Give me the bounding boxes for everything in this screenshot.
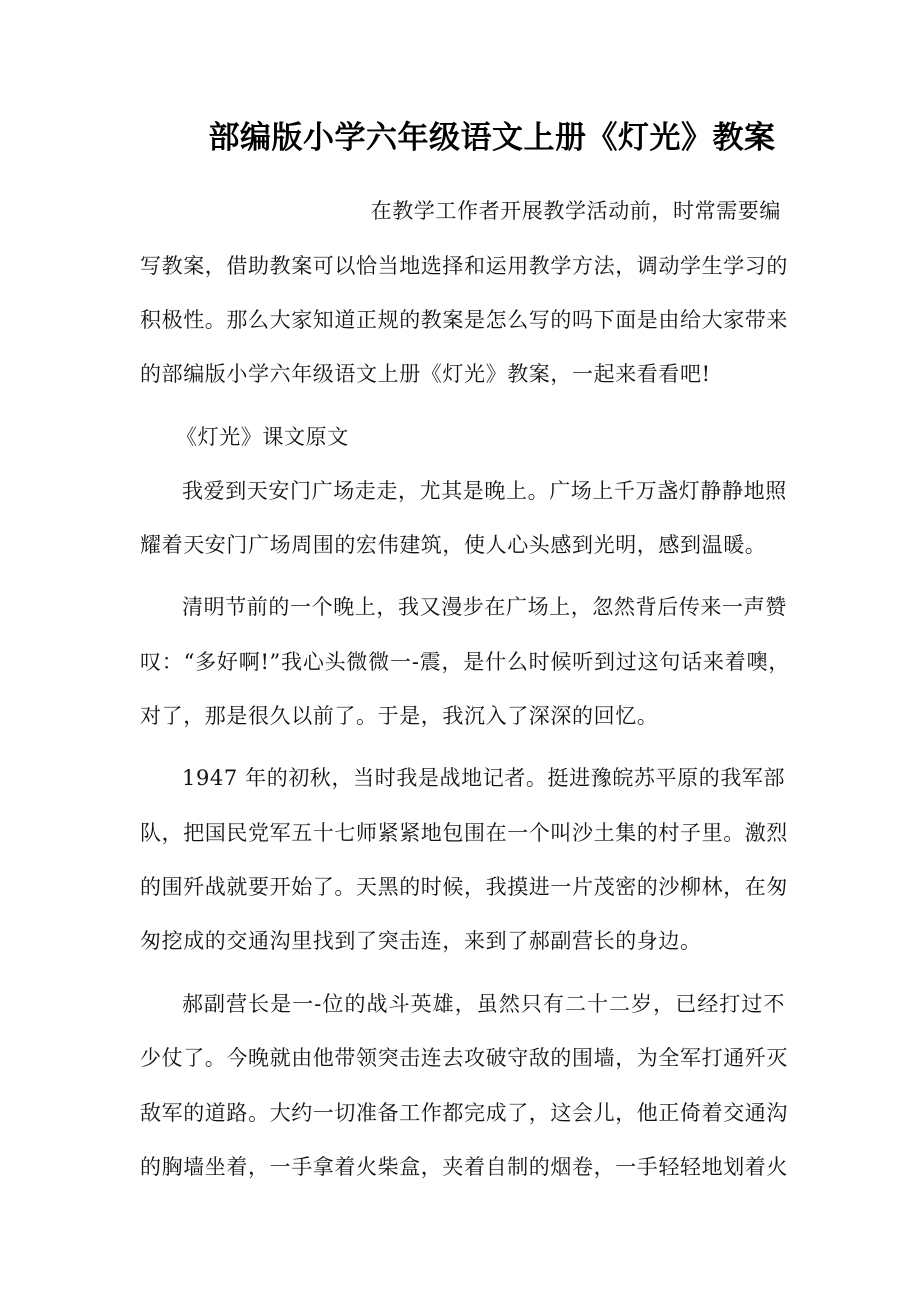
paragraph-line: 的部编版小学六年级语文上册《灯光》教案，一起来看看吧! xyxy=(140,362,711,386)
section-heading: 《灯光》课文原文 xyxy=(176,425,349,449)
paragraph-line: 的围歼战就要开始了。天黑的时候，我摸进一片茂密的沙柳林，在匆 xyxy=(140,875,788,899)
paragraph-line: 1947 年的初秋，当时我是战地记者。挺进豫皖苏平原的我军部 xyxy=(182,766,786,790)
paragraph-line: 的胸墙坐着，一手拿着火柴盒，夹着自制的烟卷，一手轻轻地划着火 xyxy=(140,1155,788,1179)
paragraph-line: 耀着天安门广场周围的宏伟建筑，使人心头感到光明，感到温暖。 xyxy=(140,533,767,557)
paragraph-line: 敌军的道路。大约一切准备工作都完成了，这会儿，他正倚着交通沟 xyxy=(140,1101,788,1125)
paragraph-line: 叹：“多好啊!”我心头微微一-震，是什么时候听到过这句话来着噢， xyxy=(140,650,790,674)
paragraph-line: 少仗了。今晚就由他带领突击连去攻破守敌的围墙，为全军打通歼灭 xyxy=(140,1046,788,1070)
document-title: 部编版小学六年级语文上册《灯光》教案 xyxy=(208,120,776,156)
paragraph-line: 清明节前的一个晚上，我又漫步在广场上，忽然背后传来一声赞 xyxy=(182,595,787,619)
paragraph-line: 积极性。那么大家知道正规的教案是怎么写的吗下面是由给大家带来 xyxy=(140,308,788,332)
paragraph-line: 对了，那是很久以前了。于是，我沉入了深深的回忆。 xyxy=(140,704,659,728)
paragraph-line: 在教学工作者开展教学活动前，时常需要编 xyxy=(370,199,781,223)
paragraph-line: 郝副营长是一-位的战斗英雄，虽然只有二十二岁，已经打过不 xyxy=(182,992,785,1016)
paragraph-line: 我爱到天安门广场走走，尤其是晚上。广场上千万盏灯静静地照 xyxy=(182,479,787,503)
paragraph-line: 匆挖成的交通沟里找到了突击连，来到了郝副营长的身边。 xyxy=(140,929,702,953)
paragraph-line: 写教案，借助教案可以恰当地选择和运用教学方法，调动学生学习的 xyxy=(140,254,788,278)
paragraph-line: 队，把国民党军五十七师紧紧地包围在一个叫沙土集的村子里。激烈 xyxy=(140,821,788,845)
